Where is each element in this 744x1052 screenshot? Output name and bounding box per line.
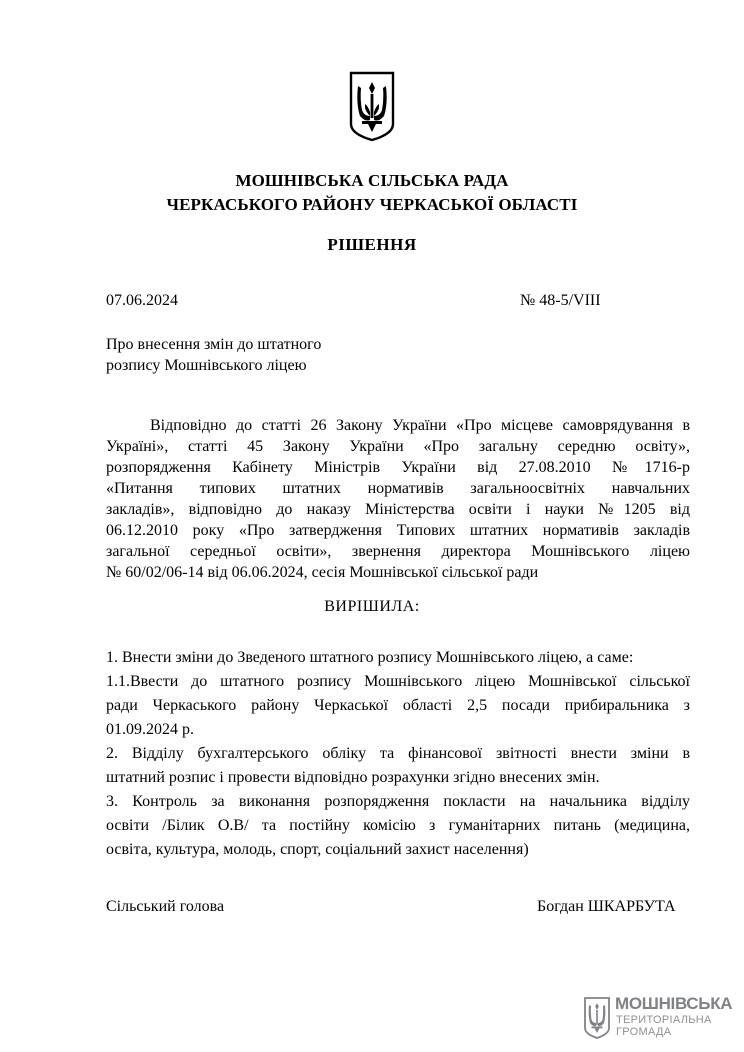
logo-title: МОШНІВСЬКА — [615, 994, 733, 1013]
signatory-name: Богдан ШКАРБУТА — [537, 898, 676, 915]
item-line: 1.1.Ввести до штатного розпису Мошнівського ліцею Мошнівської сільської — [106, 673, 690, 690]
logo-subtitle-line1: ТЕРИТОРІАЛЬНА — [616, 1014, 712, 1026]
subject-line2: розпису Мошнівського ліцею — [106, 357, 307, 374]
council-name — [0, 169, 744, 217]
item-line: штатний розпис і провести відповідно розрахунки згідно внесених змін. — [106, 769, 600, 786]
item-line: 1. Внести зміни до Зведеного штатного розпису Мошнівського ліцею, а саме: — [106, 649, 634, 666]
item-line: освіти /Білик О.В/ та постійну комісію з гуманітарних питань (медицина, — [106, 817, 690, 834]
logo-subtitle-line2: ГРОМАДА — [616, 1026, 672, 1038]
preamble-line: Україні», статті 45 Закону України «Про загальну середню освіту», — [106, 438, 690, 455]
preamble-line: Відповідно до статті 26 Закону України «Про місцеве самоврядування в — [150, 417, 690, 434]
document-type: РІШЕННЯ — [327, 235, 417, 254]
preamble-line: закладів», відповідно до наказу Міністерства освіти і науки №1205 від — [106, 501, 690, 518]
council-name-line2: ЧЕРКАСЬКОГО РАЙОНУ ЧЕРКАСЬКОЇ ОБЛАСТІ — [166, 195, 578, 214]
preamble-line: загальної середньої освіти», звернення директора Мошнівського ліцею — [106, 543, 690, 560]
signatory-role: Сільський голова — [106, 898, 225, 915]
trident-icon — [583, 996, 611, 1040]
council-name-line1: МОШНІВСЬКА СІЛЬСЬКА РАДА — [235, 171, 509, 190]
item-line: освіта, культура, молодь, спорт, соціальний захист населення) — [106, 841, 529, 858]
item-line: 3. Контроль за виконання розпорядження покласти на начальника відділу — [106, 793, 690, 810]
subject-line1: Про внесення змін до штатного — [106, 336, 322, 353]
decision-items — [106, 646, 690, 862]
document-number: № 48-5/VIII — [520, 292, 601, 309]
item-line: 2. Відділу бухгалтерського обліку та фінансової звітності внести зміни в — [106, 745, 690, 762]
coat-of-arms-icon — [348, 70, 396, 142]
preamble-paragraph — [106, 415, 690, 583]
document-date: 07.06.2024 — [106, 292, 178, 309]
preamble-line: 06.12.2010 року «Про затвердження Типових штатних нормативів закладів — [106, 522, 690, 539]
resolved-heading: ВИРІШИЛА: — [324, 598, 420, 615]
document-subject — [106, 334, 321, 376]
preamble-line: розпорядження Кабінету Міністрів України від 27.08.2010 №1716-р — [106, 459, 690, 476]
preamble-line: № 60/02/06-14 від 06.06.2024, сесія Мошнівської сільської ради — [106, 564, 539, 581]
item-line: 01.09.2024 р. — [106, 721, 194, 738]
preamble-line: «Питання типових штатних нормативів загальноосвітніх навчальних — [106, 480, 690, 497]
community-logo — [583, 992, 733, 1048]
item-line: ради Черкаського району Черкаської області 2,5 посади прибиральника з — [106, 697, 690, 714]
